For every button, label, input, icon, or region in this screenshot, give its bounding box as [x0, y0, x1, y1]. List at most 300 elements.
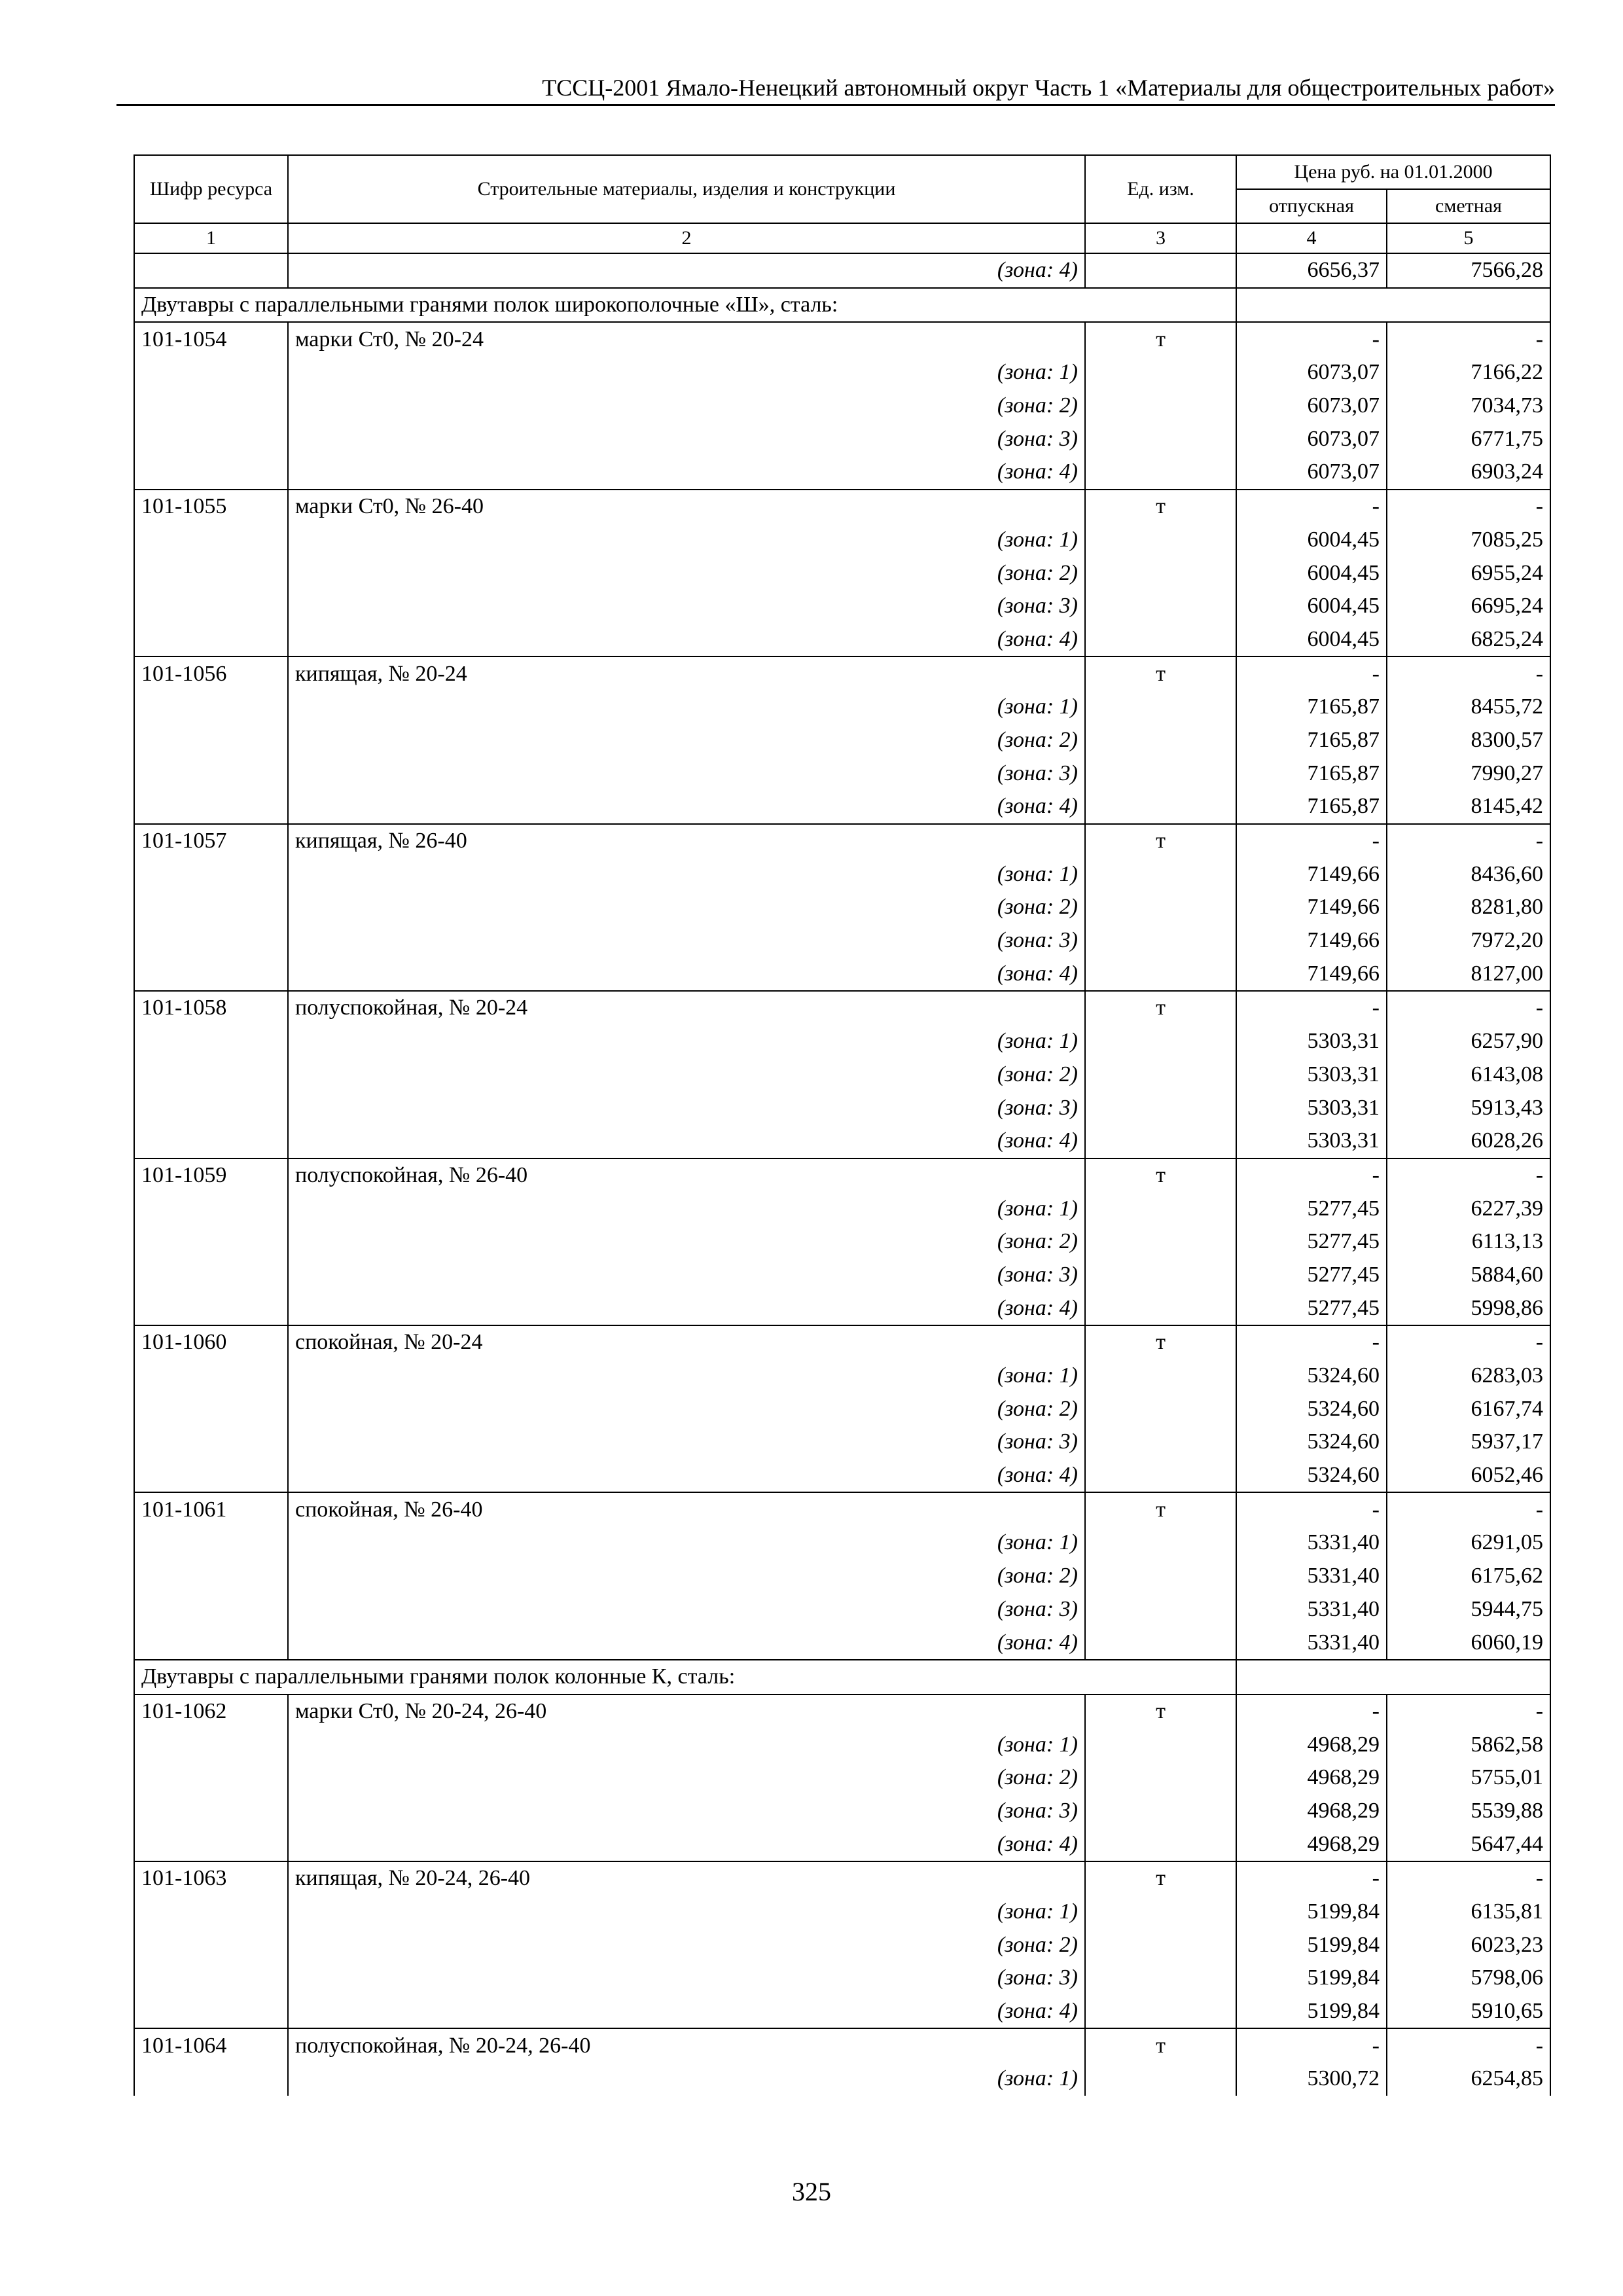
release-price: 5331,40	[1236, 1526, 1387, 1560]
zone-row	[134, 1259, 1550, 1292]
zone-label: (зона: 2)	[288, 1928, 1085, 1962]
zone-label: (зона: 3)	[288, 1593, 1085, 1626]
estimate-price: -	[1387, 1158, 1550, 1193]
table-body	[134, 253, 1550, 2096]
unit-cell	[1085, 1091, 1236, 1124]
code-cell	[134, 1526, 288, 1560]
material-name: кипящая, № 20-24, 26-40	[288, 1861, 1085, 1895]
code-cell	[134, 356, 288, 389]
zone-row	[134, 857, 1550, 891]
header-rule	[116, 104, 1555, 106]
estimate-price: 5755,01	[1387, 1761, 1550, 1795]
zone-row	[134, 1124, 1550, 1158]
page-number: 325	[792, 2177, 831, 2206]
zone-label: (зона: 3)	[288, 757, 1085, 790]
zone-row	[134, 1795, 1550, 1828]
zone-label: (зона: 1)	[288, 1192, 1085, 1225]
unit-cell	[1085, 1459, 1236, 1493]
zone-row	[134, 556, 1550, 590]
code-cell	[134, 757, 288, 790]
code-cell	[134, 1995, 288, 2029]
code-cell	[134, 857, 288, 891]
release-price: 5303,31	[1236, 1091, 1387, 1124]
estimate-price: 7166,22	[1387, 356, 1550, 389]
estimate-price: -	[1387, 1695, 1550, 1729]
unit-cell	[1085, 1593, 1236, 1626]
estimate-price: 6257,90	[1387, 1025, 1550, 1058]
release-price: 7149,66	[1236, 857, 1387, 891]
zone-row	[134, 924, 1550, 958]
group-filler	[1236, 1660, 1550, 1695]
unit-cell	[1085, 1124, 1236, 1158]
column-number: 3	[1085, 223, 1236, 253]
zone-label: (зона: 2)	[288, 1058, 1085, 1092]
estimate-price: 5539,88	[1387, 1795, 1550, 1828]
code-cell	[134, 524, 288, 557]
zone-label: (зона: 2)	[288, 556, 1085, 590]
zone-label: (зона: 2)	[288, 1761, 1085, 1795]
release-price: 5300,72	[1236, 2062, 1387, 2096]
zone-row	[134, 691, 1550, 724]
zone-row	[134, 1359, 1550, 1393]
estimate-price: 8281,80	[1387, 891, 1550, 924]
code-cell	[134, 1025, 288, 1058]
zone-row	[134, 389, 1550, 423]
estimate-price: 7990,27	[1387, 757, 1550, 790]
zone-row	[134, 1091, 1550, 1124]
release-price: -	[1236, 656, 1387, 691]
code-cell	[134, 1593, 288, 1626]
code-cell	[134, 1392, 288, 1426]
estimate-price: 6023,23	[1387, 1928, 1550, 1962]
zone-row	[134, 1626, 1550, 1660]
zone-row	[134, 590, 1550, 623]
code-cell	[134, 1560, 288, 1593]
unit-cell	[1085, 2062, 1236, 2096]
code-cell	[134, 1058, 288, 1092]
estimate-price: -	[1387, 824, 1550, 858]
zone-label: (зона: 4)	[288, 1995, 1085, 2029]
estimate-price: 5862,58	[1387, 1728, 1550, 1761]
zone-row	[134, 1058, 1550, 1092]
estimate-price: 6175,62	[1387, 1560, 1550, 1593]
code-cell	[134, 790, 288, 824]
column-number: 1	[134, 223, 288, 253]
estimate-price: 6291,05	[1387, 1526, 1550, 1560]
price-table	[134, 154, 1551, 2096]
estimate-price: -	[1387, 1325, 1550, 1359]
estimate-price: 6028,26	[1387, 1124, 1550, 1158]
release-price: 5199,84	[1236, 1895, 1387, 1929]
release-price: -	[1236, 1158, 1387, 1193]
estimate-price: -	[1387, 490, 1550, 524]
code-cell	[134, 2062, 288, 2096]
resource-code: 101-1064	[134, 2028, 288, 2062]
header-unit: Ед. изм.	[1085, 155, 1236, 223]
zone-label: (зона: 4)	[288, 1291, 1085, 1325]
code-cell	[134, 724, 288, 757]
resource-code: 101-1063	[134, 1861, 288, 1895]
unit-cell	[1085, 724, 1236, 757]
unit-cell	[1085, 957, 1236, 991]
code-cell	[134, 1895, 288, 1929]
release-price: -	[1236, 991, 1387, 1025]
release-price: -	[1236, 1695, 1387, 1729]
zone-label: (зона: 2)	[288, 891, 1085, 924]
zone-label: (зона: 3)	[288, 422, 1085, 456]
zone-label: (зона: 1)	[288, 2062, 1085, 2096]
unit-cell: т	[1085, 2028, 1236, 2062]
estimate-price: 6903,24	[1387, 456, 1550, 490]
estimate-price: 8436,60	[1387, 857, 1550, 891]
table-row	[134, 824, 1550, 858]
estimate-price: 6771,75	[1387, 422, 1550, 456]
unit-cell	[1085, 1291, 1236, 1325]
estimate-price: 6227,39	[1387, 1192, 1550, 1225]
code-cell	[134, 456, 288, 490]
zone-row	[134, 1392, 1550, 1426]
group-title: Двутавры с параллельными гранями полок колонные К, сталь:	[134, 1660, 1236, 1695]
zone-row	[134, 1426, 1550, 1459]
header-price-group: Цена руб. на 01.01.2000	[1236, 155, 1550, 189]
unit-cell	[1085, 556, 1236, 590]
release-price: 7165,87	[1236, 691, 1387, 724]
material-name: марки Ст0, № 20-24	[288, 322, 1085, 356]
unit-cell: т	[1085, 824, 1236, 858]
unit-cell	[1085, 1795, 1236, 1828]
zone-label: (зона: 1)	[288, 524, 1085, 557]
release-price: 5324,60	[1236, 1392, 1387, 1426]
unit-cell: т	[1085, 1158, 1236, 1193]
release-price: 6073,07	[1236, 356, 1387, 389]
table-row	[134, 1325, 1550, 1359]
unit-cell: т	[1085, 1861, 1236, 1895]
table-row	[134, 2028, 1550, 2062]
code-cell	[134, 253, 288, 288]
zone-label: (зона: 3)	[288, 924, 1085, 958]
estimate-price: 6955,24	[1387, 556, 1550, 590]
zone-label: (зона: 2)	[288, 724, 1085, 757]
estimate-price: 7972,20	[1387, 924, 1550, 958]
zone-row	[134, 1728, 1550, 1761]
unit-cell	[1085, 623, 1236, 657]
release-price: -	[1236, 1861, 1387, 1895]
unit-cell	[1085, 1192, 1236, 1225]
zone-label: (зона: 2)	[288, 1392, 1085, 1426]
table-row	[134, 1861, 1550, 1895]
estimate-price: 6052,46	[1387, 1459, 1550, 1493]
material-name: кипящая, № 20-24	[288, 656, 1085, 691]
zone-label: (зона: 3)	[288, 1259, 1085, 1292]
code-cell	[134, 1091, 288, 1124]
unit-cell	[1085, 1995, 1236, 2029]
zone-label: (зона: 3)	[288, 1426, 1085, 1459]
release-price: 5277,45	[1236, 1192, 1387, 1225]
estimate-price: 8455,72	[1387, 691, 1550, 724]
zone-label: (зона: 1)	[288, 1895, 1085, 1929]
zone-row	[134, 1827, 1550, 1861]
estimate-price: 7566,28	[1387, 253, 1550, 288]
zone-row	[134, 1459, 1550, 1493]
code-cell	[134, 1225, 288, 1259]
zone-label: (зона: 4)	[288, 957, 1085, 991]
code-cell	[134, 1962, 288, 1995]
zone-label: (зона: 3)	[288, 1091, 1085, 1124]
estimate-price: 5937,17	[1387, 1426, 1550, 1459]
unit-cell: т	[1085, 322, 1236, 356]
unit-cell	[1085, 422, 1236, 456]
column-number: 2	[288, 223, 1085, 253]
material-name: полуспокойная, № 20-24	[288, 991, 1085, 1025]
zone-row	[134, 623, 1550, 657]
code-cell	[134, 556, 288, 590]
unit-cell: т	[1085, 1492, 1236, 1526]
estimate-price: 6283,03	[1387, 1359, 1550, 1393]
release-price: 5277,45	[1236, 1225, 1387, 1259]
unit-cell	[1085, 1626, 1236, 1660]
zone-row	[134, 1928, 1550, 1962]
estimate-price: -	[1387, 322, 1550, 356]
unit-cell	[1085, 757, 1236, 790]
release-price: 7149,66	[1236, 957, 1387, 991]
estimate-price: 5998,86	[1387, 1291, 1550, 1325]
header-code: Шифр ресурса	[134, 155, 288, 223]
estimate-price: 7034,73	[1387, 389, 1550, 423]
estimate-price: 5944,75	[1387, 1593, 1550, 1626]
unit-cell	[1085, 1827, 1236, 1861]
release-price: 5331,40	[1236, 1626, 1387, 1660]
zone-row	[134, 757, 1550, 790]
material-name: спокойная, № 20-24	[288, 1325, 1085, 1359]
code-cell	[134, 1459, 288, 1493]
zone-label: (зона: 4)	[288, 1827, 1085, 1861]
group-heading-row	[134, 288, 1550, 323]
zone-label: (зона: 3)	[288, 590, 1085, 623]
estimate-price: 6113,13	[1387, 1225, 1550, 1259]
zone-row	[134, 724, 1550, 757]
unit-cell	[1085, 1259, 1236, 1292]
code-cell	[134, 1124, 288, 1158]
zone-row	[134, 1761, 1550, 1795]
estimate-price: 5798,06	[1387, 1962, 1550, 1995]
release-price: 5277,45	[1236, 1291, 1387, 1325]
release-price: 5277,45	[1236, 1259, 1387, 1292]
unit-cell: т	[1085, 1695, 1236, 1729]
release-price: 4968,29	[1236, 1728, 1387, 1761]
zone-row	[134, 1025, 1550, 1058]
material-name: спокойная, № 26-40	[288, 1492, 1085, 1526]
group-title: Двутавры с параллельными гранями полок широкополочные «Ш», сталь:	[134, 288, 1236, 323]
table-header	[134, 155, 1550, 253]
unit-cell	[1085, 356, 1236, 389]
column-number: 5	[1387, 223, 1550, 253]
unit-cell	[1085, 1761, 1236, 1795]
zone-row	[134, 1291, 1550, 1325]
unit-cell: т	[1085, 991, 1236, 1025]
zone-label: (зона: 2)	[288, 1225, 1085, 1259]
code-cell	[134, 1259, 288, 1292]
release-price: 7149,66	[1236, 924, 1387, 958]
material-name: полуспокойная, № 20-24, 26-40	[288, 2028, 1085, 2062]
header-release-price: отпускная	[1236, 189, 1387, 223]
release-price: -	[1236, 824, 1387, 858]
code-cell	[134, 1827, 288, 1861]
unit-cell: т	[1085, 656, 1236, 691]
release-price: 6004,45	[1236, 623, 1387, 657]
resource-code: 101-1058	[134, 991, 288, 1025]
zone-row	[134, 422, 1550, 456]
zone-label: (зона: 4)	[288, 253, 1085, 288]
unit-cell: т	[1085, 1325, 1236, 1359]
unit-cell	[1085, 790, 1236, 824]
table-row	[134, 1492, 1550, 1526]
zone-label: (зона: 1)	[288, 691, 1085, 724]
release-price: -	[1236, 322, 1387, 356]
zone-row	[134, 1962, 1550, 1995]
zone-label: (зона: 1)	[288, 356, 1085, 389]
resource-code: 101-1057	[134, 824, 288, 858]
header-name: Строительные материалы, изделия и конструкции	[288, 155, 1085, 223]
zone-row	[134, 1995, 1550, 2029]
unit-cell	[1085, 891, 1236, 924]
material-name: кипящая, № 26-40	[288, 824, 1085, 858]
code-cell	[134, 422, 288, 456]
estimate-price: -	[1387, 2028, 1550, 2062]
zone-row	[134, 1560, 1550, 1593]
table-row	[134, 991, 1550, 1025]
zone-label: (зона: 1)	[288, 857, 1085, 891]
table-row	[134, 656, 1550, 691]
material-name: марки Ст0, № 20-24, 26-40	[288, 1695, 1085, 1729]
zone-label: (зона: 4)	[288, 1626, 1085, 1660]
code-cell	[134, 1192, 288, 1225]
resource-code: 101-1061	[134, 1492, 288, 1526]
release-price: 6073,07	[1236, 389, 1387, 423]
code-cell	[134, 1795, 288, 1828]
estimate-price: 5910,65	[1387, 1995, 1550, 2029]
unit-cell	[1085, 1392, 1236, 1426]
material-name: марки Ст0, № 26-40	[288, 490, 1085, 524]
zone-label: (зона: 1)	[288, 1728, 1085, 1761]
table-row	[134, 322, 1550, 356]
zone-row	[134, 1526, 1550, 1560]
header-estimate-price: сметная	[1387, 189, 1550, 223]
unit-cell	[1085, 1426, 1236, 1459]
release-price: 6656,37	[1236, 253, 1387, 288]
unit-cell	[1085, 1560, 1236, 1593]
release-price: 7165,87	[1236, 724, 1387, 757]
release-price: -	[1236, 2028, 1387, 2062]
release-price: 5331,40	[1236, 1560, 1387, 1593]
carryover-row	[134, 253, 1550, 288]
zone-row	[134, 2062, 1550, 2096]
zone-row	[134, 1593, 1550, 1626]
code-cell	[134, 1728, 288, 1761]
zone-row	[134, 456, 1550, 490]
zone-label: (зона: 3)	[288, 1962, 1085, 1995]
code-cell	[134, 623, 288, 657]
zone-label: (зона: 2)	[288, 1560, 1085, 1593]
estimate-price: -	[1387, 991, 1550, 1025]
unit-cell	[1085, 1962, 1236, 1995]
zone-row	[134, 1192, 1550, 1225]
zone-row	[134, 1225, 1550, 1259]
code-cell	[134, 891, 288, 924]
unit-cell	[1085, 1025, 1236, 1058]
code-cell	[134, 1761, 288, 1795]
code-cell	[134, 590, 288, 623]
release-price: 6073,07	[1236, 422, 1387, 456]
unit-cell	[1085, 389, 1236, 423]
estimate-price: 8145,42	[1387, 790, 1550, 824]
release-price: 4968,29	[1236, 1795, 1387, 1828]
zone-label: (зона: 3)	[288, 1795, 1085, 1828]
zone-label: (зона: 4)	[288, 1124, 1085, 1158]
estimate-price: 6254,85	[1387, 2062, 1550, 2096]
zone-label: (зона: 1)	[288, 1526, 1085, 1560]
estimate-price: 7085,25	[1387, 524, 1550, 557]
estimate-price: 6060,19	[1387, 1626, 1550, 1660]
release-price: 6004,45	[1236, 556, 1387, 590]
unit-cell	[1085, 1728, 1236, 1761]
estimate-price: 6825,24	[1387, 623, 1550, 657]
estimate-price: -	[1387, 1492, 1550, 1526]
estimate-price: 5913,43	[1387, 1091, 1550, 1124]
zone-label: (зона: 4)	[288, 456, 1085, 490]
table-row	[134, 490, 1550, 524]
unit-cell	[1085, 1928, 1236, 1962]
zone-label: (зона: 1)	[288, 1359, 1085, 1393]
unit-cell	[1085, 857, 1236, 891]
table-row	[134, 1158, 1550, 1193]
unit-cell	[1085, 1526, 1236, 1560]
zone-label: (зона: 4)	[288, 1459, 1085, 1493]
running-head: ТССЦ-2001 Ямало-Ненецкий автономный округ Часть 1 «Материалы для общестроительных работ»	[542, 75, 1555, 101]
material-name: полуспокойная, № 26-40	[288, 1158, 1085, 1193]
zone-row	[134, 957, 1550, 991]
zone-label: (зона: 4)	[288, 790, 1085, 824]
code-cell	[134, 924, 288, 958]
unit-cell	[1085, 590, 1236, 623]
zone-row	[134, 891, 1550, 924]
resource-code: 101-1059	[134, 1158, 288, 1193]
resource-code: 101-1060	[134, 1325, 288, 1359]
code-cell	[134, 691, 288, 724]
unit-cell: т	[1085, 490, 1236, 524]
release-price: 6004,45	[1236, 524, 1387, 557]
release-price: 5303,31	[1236, 1025, 1387, 1058]
zone-label: (зона: 2)	[288, 389, 1085, 423]
release-price: 5324,60	[1236, 1459, 1387, 1493]
zone-label: (зона: 1)	[288, 1025, 1085, 1058]
estimate-price: 8127,00	[1387, 957, 1550, 991]
release-price: 5303,31	[1236, 1058, 1387, 1092]
estimate-price: 6143,08	[1387, 1058, 1550, 1092]
estimate-price: 5647,44	[1387, 1827, 1550, 1861]
zone-row	[134, 790, 1550, 824]
group-filler	[1236, 288, 1550, 323]
unit-cell	[1085, 924, 1236, 958]
code-cell	[134, 1626, 288, 1660]
resource-code: 101-1056	[134, 656, 288, 691]
column-number: 4	[1236, 223, 1387, 253]
resource-code: 101-1054	[134, 322, 288, 356]
release-price: 5331,40	[1236, 1593, 1387, 1626]
release-price: -	[1236, 1492, 1387, 1526]
unit-cell	[1085, 1225, 1236, 1259]
release-price: 4968,29	[1236, 1827, 1387, 1861]
code-cell	[134, 957, 288, 991]
